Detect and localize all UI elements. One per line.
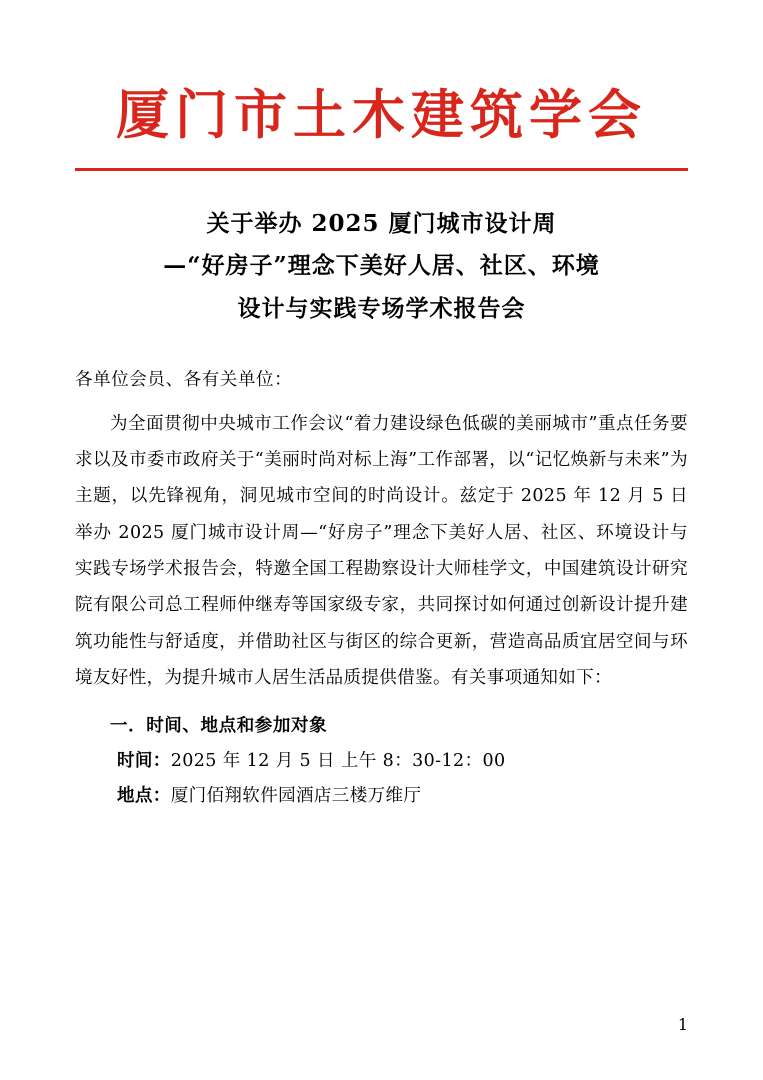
place-value: 厦门佰翔软件园酒店三楼万维厅 (170, 785, 422, 806)
place-label: 地点： (117, 785, 171, 806)
place-line (75, 779, 688, 814)
time-value: 2025 年 12 月 5 日 上午 8：30-12：00 (170, 750, 506, 771)
document-title-line-3: 设计与实践专场学术报告会 (237, 294, 526, 322)
time-label: 时间： (117, 750, 171, 771)
document-title (75, 203, 688, 331)
document-title-line-1: 关于举办 2025 厦门城市设计周 (206, 209, 557, 237)
body-paragraph: 为全面贯彻中央城市工作会议“着力建设绿色低碳的美丽城市”重点任务要求以及市委市政府关于“美丽时尚对标上海”工作部署，以“记忆焕新与未来”为主题，以先锋视角，洞见城市空间的时尚设计。兹定于 2025 年 12 月 5 日举办 2025 厦门城市设计周—“好房子”理念下美好人居、社区、环境设计与实践专场学术报告会，特邀全国工程勘察设计大师桂学文，中国建筑设计研究院有限公司总工程师仲继寿等国家级专家，共同探讨如何通过创新设计提升建筑功能性与舒适度，并借助社区与街区的综合更新，营造高品质宜居空间与环境友好性，为提升城市人居生活品质提供借鉴。有关事项通知如下： (75, 413, 688, 689)
document-title-line-2: —“好房子”理念下美好人居、社区、环境 (163, 252, 600, 280)
time-line (75, 744, 688, 779)
page-number: 1 (677, 1015, 688, 1034)
letterhead (75, 0, 688, 171)
section-one-heading: 一．时间、地点和参加对象 (110, 715, 328, 736)
letterhead-divider (75, 168, 688, 171)
organization-title: 厦门市土木建筑学会 (116, 84, 647, 146)
salutation: 各单位会员、各有关单位： (75, 370, 293, 391)
